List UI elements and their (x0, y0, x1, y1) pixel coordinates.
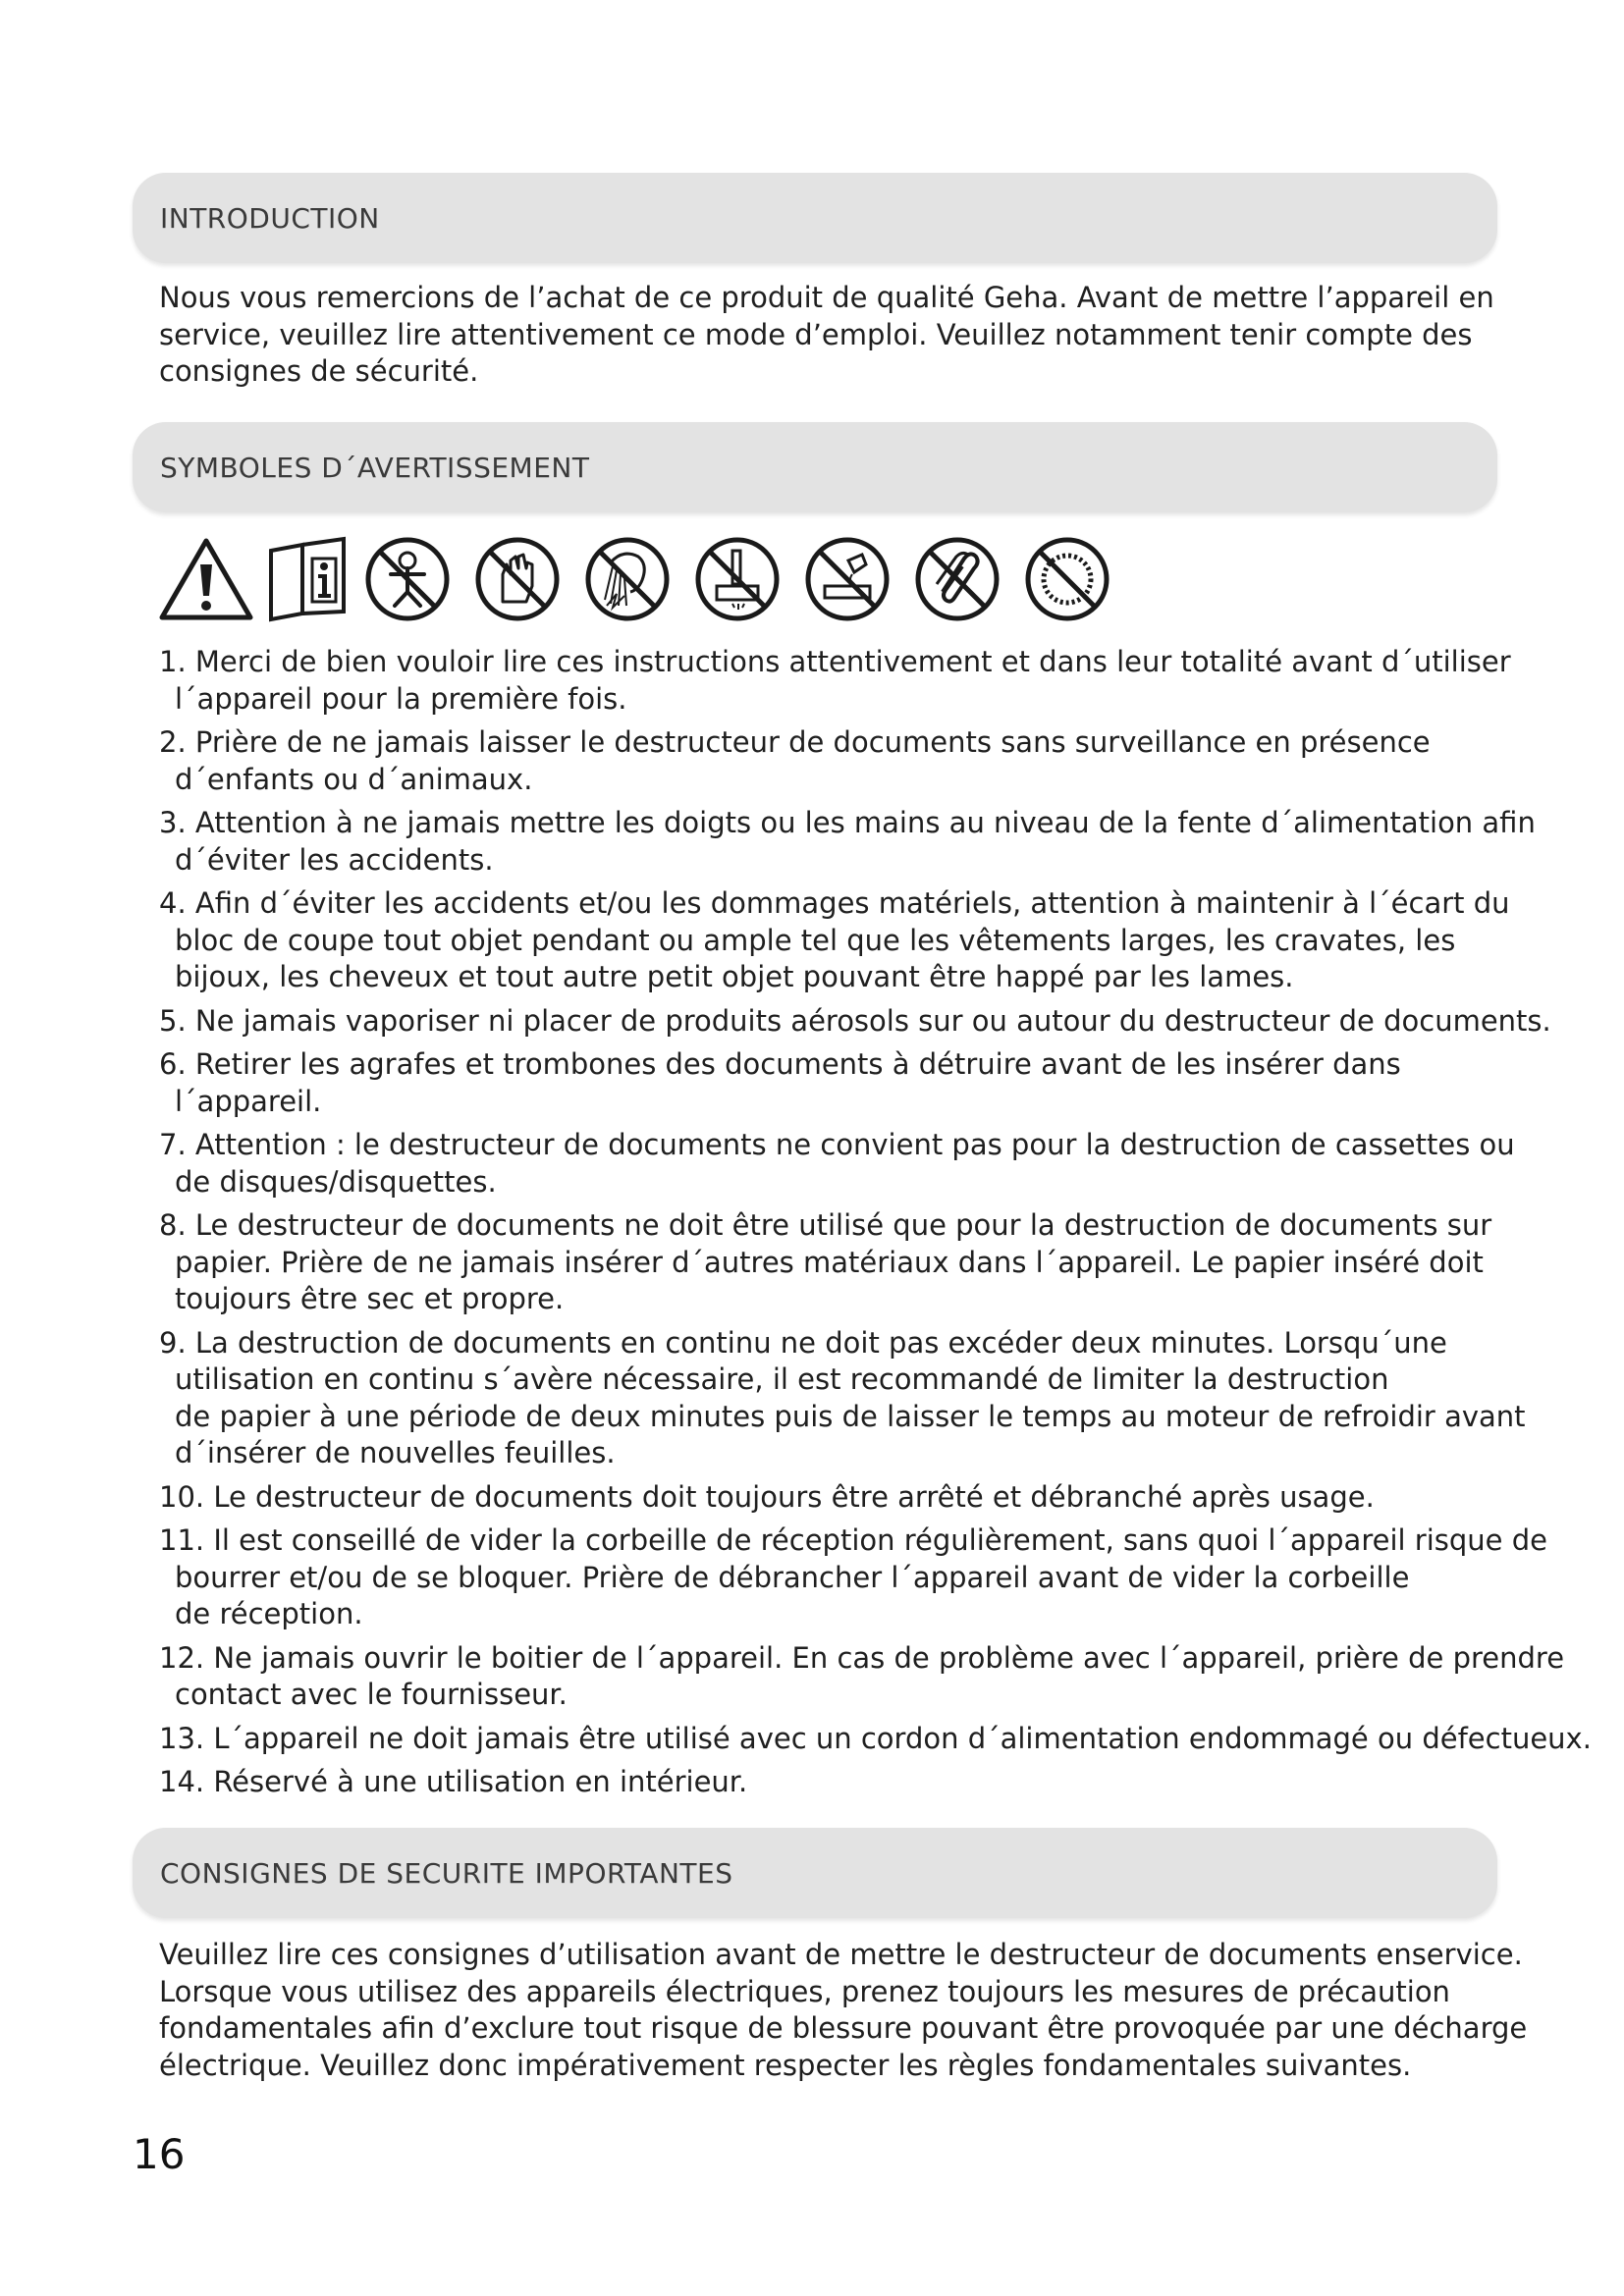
list-item (159, 1003, 1551, 1041)
list-item-line: 4. Afin d´éviter les accidents et/ou les dommages matériels, attention à maintenir à l´écart du (159, 886, 1510, 920)
text-line: électrique. Veuillez donc impérativement respecter les règles fondamentales suivantes. (159, 2048, 1412, 2082)
list-item (159, 644, 1514, 718)
no-hands-icon (473, 535, 562, 623)
list-item-line: 2. Prière de ne jamais laisser le destructeur de documents sans surveillance en présence (159, 725, 1431, 759)
list-item-line: 14. Réservé à une utilisation en intérieur. (159, 1765, 748, 1798)
text-line: service, veuillez lire attentivement ce mode d’emploi. Veuillez notamment tenir compte des (159, 317, 1473, 351)
safety-text (159, 1937, 1528, 2084)
list-item-line: l´appareil pour la première fois. (175, 681, 627, 716)
list-item-line: 13. L´appareil ne doit jamais être utilisé avec un cordon d´alimentation endommagé ou défectueux. (159, 1721, 1592, 1755)
list-item (159, 885, 1514, 996)
list-item-line: 3. Attention à ne jamais mettre les doigts ou les mains au niveau de la fente d´alimentation afin (159, 806, 1536, 839)
no-liquids-icon (803, 535, 892, 623)
list-item-line: de réception. (175, 1597, 363, 1630)
list-item-line: 1. Merci de bien vouloir lire ces instructions attentivement et dans leur totalité avant d´utiliser (159, 645, 1511, 678)
list-item-line: d´enfants ou d´animaux. (175, 762, 533, 796)
list-item-line: bourrer et/ou de se bloquer. Prière de débrancher l´appareil avant de vider la corbeille (175, 1560, 1410, 1594)
no-paper-clips-icon (913, 535, 1001, 623)
list-item (159, 1325, 1526, 1472)
warning-triangle-icon (157, 535, 255, 623)
list-item-line: bloc de coupe tout objet pendant ou ample tel que les vêtements larges, les cravates, les (175, 923, 1456, 957)
text-line: Lorsque vous utilisez des appareils électriques, prenez toujours les mesures de précaution (159, 1974, 1450, 2008)
list-item (159, 1479, 1514, 1517)
text-line: Veuillez lire ces consignes d’utilisation avant de mettre le destructeur de documents enservice. (159, 1938, 1523, 1971)
list-item (159, 1127, 1514, 1201)
no-spray-icon (693, 535, 782, 623)
list-item (159, 1640, 1565, 1714)
list-item-line: 11. Il est conseillé de vider la corbeille de réception régulièrement, sans quoi l´appareil risque de (159, 1523, 1547, 1557)
text-line: Nous vous remercions de l’achat de ce produit de qualité Geha. Avant de mettre l’appareil en (159, 281, 1494, 314)
introduction-text (159, 280, 1504, 391)
list-item (159, 1721, 1592, 1758)
list-item-line: utilisation en continu s´avère nécessaire, il est recommandé de limiter la destruction (175, 1362, 1389, 1396)
section-title: CONSIGNES DE SECURITE IMPORTANTES (160, 1856, 733, 1890)
section-title: SYMBOLES D´AVERTISSEMENT (160, 451, 590, 484)
list-item-line: de disques/disquettes. (175, 1164, 497, 1199)
list-item (159, 724, 1514, 798)
list-item (159, 805, 1536, 879)
list-item-line: 5. Ne jamais vaporiser ni placer de produits aérosols sur ou autour du destructeur de documents. (159, 1003, 1551, 1038)
warning-icons-row (157, 535, 1111, 623)
list-item-line: 7. Attention : le destructeur de documents ne convient pas pour la destruction de cassettes ou (159, 1128, 1515, 1161)
list-item-line: bijoux, les cheveux et tout autre petit objet pouvant être happé par les lames. (175, 960, 1294, 993)
read-manual-icon (267, 535, 348, 623)
list-item (159, 1764, 1514, 1801)
list-item-line: 9. La destruction de documents en continu ne doit pas excéder deux minutes. Lorsqu´une (159, 1325, 1447, 1360)
list-item-line: 6. Retirer les agrafes et trombones des documents à détruire avant de les insérer dans (159, 1047, 1401, 1081)
list-item-line: l´appareil. (175, 1084, 322, 1118)
list-item (159, 1522, 1547, 1633)
list-item-line: 8. Le destructeur de documents ne doit être utilisé que pour la destruction de documents sur (159, 1208, 1492, 1242)
list-item-line: de papier à une période de deux minutes puis de laisser le temps au moteur de refroidir avant (175, 1399, 1526, 1433)
list-item-line: 10. Le destructeur de documents doit toujours être arrêté et débranché après usage. (159, 1479, 1375, 1514)
text-line: fondamentales afin d’exclure tout risque de blessure pouvant être provoquée par une décharge (159, 2011, 1528, 2045)
page-number: 16 (133, 2130, 186, 2178)
list-item-line: 12. Ne jamais ouvrir le boitier de l´appareil. En cas de problème avec l´appareil, prière de prendre (159, 1640, 1565, 1675)
list-item-line: toujours être sec et propre. (175, 1282, 565, 1315)
no-children-icon (363, 535, 452, 623)
section-header-introduction (133, 173, 1497, 263)
section-header-warning-symbols (133, 422, 1497, 512)
section-title: INTRODUCTION (160, 201, 380, 235)
list-item-line: d´éviter les accidents. (175, 842, 494, 877)
list-item-line: papier. Prière de ne jamais insérer d´autres matériaux dans l´appareil. Le papier inséré doit (175, 1245, 1484, 1279)
safety-instructions-list (159, 644, 1592, 1808)
text-line: consignes de sécurité. (159, 354, 479, 388)
list-item (159, 1046, 1514, 1120)
section-header-important-safety (133, 1828, 1497, 1918)
list-item-line: d´insérer de nouvelles feuilles. (175, 1436, 616, 1469)
list-item (159, 1207, 1514, 1318)
no-jewelry-icon (1023, 535, 1111, 623)
list-item-line: contact avec le fournisseur. (175, 1678, 568, 1711)
no-hair-icon (583, 535, 672, 623)
